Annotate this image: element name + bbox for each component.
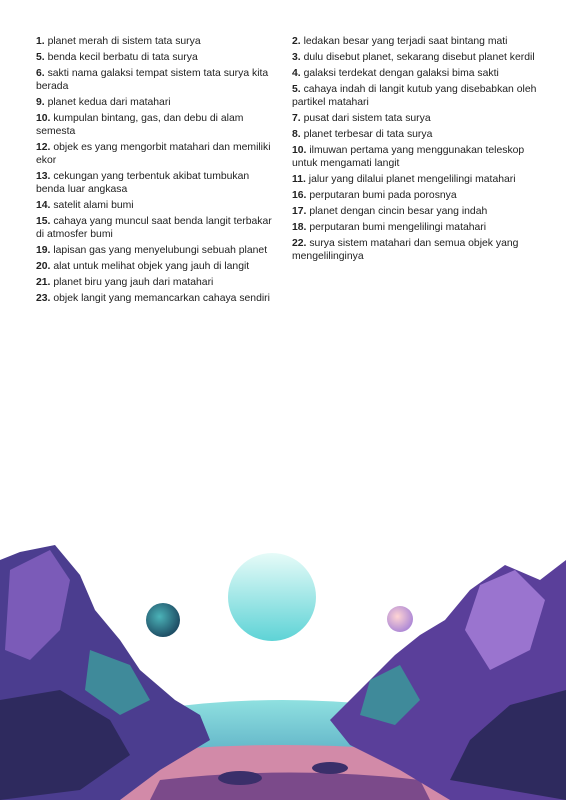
clue-number: 6. bbox=[36, 68, 45, 79]
clue-item bbox=[292, 83, 537, 109]
clue-text: galaksi terdekat dengan galaksi bima sakti bbox=[303, 68, 499, 79]
clue-list-right bbox=[292, 35, 537, 266]
clue-item bbox=[292, 144, 537, 170]
clue-text: cahaya yang muncul saat benda langit terbakar di atmosfer bumi bbox=[36, 216, 272, 240]
clue-text: satelit alami bumi bbox=[53, 200, 134, 211]
clue-item bbox=[292, 51, 537, 64]
clue-item bbox=[36, 215, 276, 241]
clue-number: 23. bbox=[36, 293, 51, 304]
rock bbox=[218, 771, 262, 785]
clue-number: 10. bbox=[292, 145, 307, 156]
clue-text: objek es yang mengorbit matahari dan memiliki ekor bbox=[36, 142, 271, 166]
clue-number: 2. bbox=[292, 36, 301, 47]
teal-planet bbox=[146, 603, 180, 637]
clue-item bbox=[292, 189, 537, 202]
clue-number: 11. bbox=[292, 174, 306, 185]
clue-text: dulu disebut planet, sekarang disebut planet kerdil bbox=[303, 52, 535, 63]
clue-item bbox=[36, 35, 276, 48]
space-landscape-illustration bbox=[0, 540, 566, 800]
clue-text: jalur yang dilalui planet mengelilingi matahari bbox=[308, 174, 516, 185]
clue-item bbox=[36, 292, 276, 305]
clue-number: 15. bbox=[36, 216, 51, 227]
clue-item bbox=[36, 51, 276, 64]
clue-item bbox=[292, 128, 537, 141]
rock bbox=[312, 762, 348, 774]
clue-item bbox=[36, 112, 276, 138]
clue-item bbox=[36, 96, 276, 109]
clue-text: planet dengan cincin besar yang indah bbox=[309, 206, 488, 217]
clue-number: 9. bbox=[36, 97, 45, 108]
clue-text: sakti nama galaksi tempat sistem tata surya kita berada bbox=[36, 68, 269, 92]
clue-number: 19. bbox=[36, 245, 51, 256]
clue-item bbox=[36, 67, 276, 93]
clue-item bbox=[292, 35, 537, 48]
clue-text: cekungan yang terbentuk akibat tumbukan benda luar angkasa bbox=[36, 171, 250, 195]
clue-text: planet kedua dari matahari bbox=[47, 97, 171, 108]
clue-text: planet merah di sistem tata surya bbox=[47, 36, 201, 47]
clue-number: 21. bbox=[36, 277, 51, 288]
clue-number: 3. bbox=[292, 52, 301, 63]
clue-item bbox=[292, 67, 537, 80]
clue-item bbox=[292, 205, 537, 218]
clue-number: 4. bbox=[292, 68, 301, 79]
clue-item bbox=[36, 260, 276, 273]
clue-number: 18. bbox=[292, 222, 307, 233]
large-planet bbox=[228, 553, 316, 641]
clue-number: 12. bbox=[36, 142, 51, 153]
pink-planet bbox=[387, 606, 413, 632]
clue-number: 5. bbox=[292, 84, 301, 95]
clue-text: surya sistem matahari dan semua objek yang mengelilinginya bbox=[292, 238, 519, 262]
clue-text: planet biru yang jauh dari matahari bbox=[53, 277, 214, 288]
clue-text: alat untuk melihat objek yang jauh di langit bbox=[53, 261, 250, 272]
clue-item bbox=[36, 276, 276, 289]
clue-item bbox=[36, 141, 276, 167]
clue-number: 10. bbox=[36, 113, 51, 124]
clue-number: 5. bbox=[36, 52, 45, 63]
clue-text: perputaran bumi mengelilingi matahari bbox=[309, 222, 487, 233]
clue-number: 13. bbox=[36, 171, 51, 182]
clue-number: 20. bbox=[36, 261, 51, 272]
clue-text: lapisan gas yang menyelubungi sebuah planet bbox=[53, 245, 268, 256]
clue-number: 1. bbox=[36, 36, 45, 47]
clue-text: perputaran bumi pada porosnya bbox=[309, 190, 457, 201]
clue-item bbox=[36, 199, 276, 212]
clue-item bbox=[292, 237, 537, 263]
clue-item bbox=[292, 112, 537, 125]
clue-text: pusat dari sistem tata surya bbox=[303, 113, 431, 124]
clue-text: ilmuwan pertama yang menggunakan teleskop untuk mengamati langit bbox=[292, 145, 525, 169]
clue-text: cahaya indah di langit kutub yang disebabkan oleh partikel matahari bbox=[292, 84, 537, 108]
clue-item bbox=[36, 244, 276, 257]
clue-item bbox=[292, 221, 537, 234]
clue-number: 8. bbox=[292, 129, 301, 140]
clue-text: objek langit yang memancarkan cahaya sendiri bbox=[53, 293, 270, 304]
clue-item bbox=[292, 173, 537, 186]
clue-number: 16. bbox=[292, 190, 307, 201]
clue-text: benda kecil berbatu di tata surya bbox=[47, 52, 198, 63]
clue-text: kumpulan bintang, gas, dan debu di alam semesta bbox=[36, 113, 244, 137]
clue-text: planet terbesar di tata surya bbox=[303, 129, 433, 140]
clue-number: 14. bbox=[36, 200, 51, 211]
clue-number: 17. bbox=[292, 206, 307, 217]
clue-list-left bbox=[36, 35, 276, 308]
clue-number: 22. bbox=[292, 238, 307, 249]
clue-item bbox=[36, 170, 276, 196]
clue-text: ledakan besar yang terjadi saat bintang mati bbox=[303, 36, 508, 47]
clue-number: 7. bbox=[292, 113, 301, 124]
